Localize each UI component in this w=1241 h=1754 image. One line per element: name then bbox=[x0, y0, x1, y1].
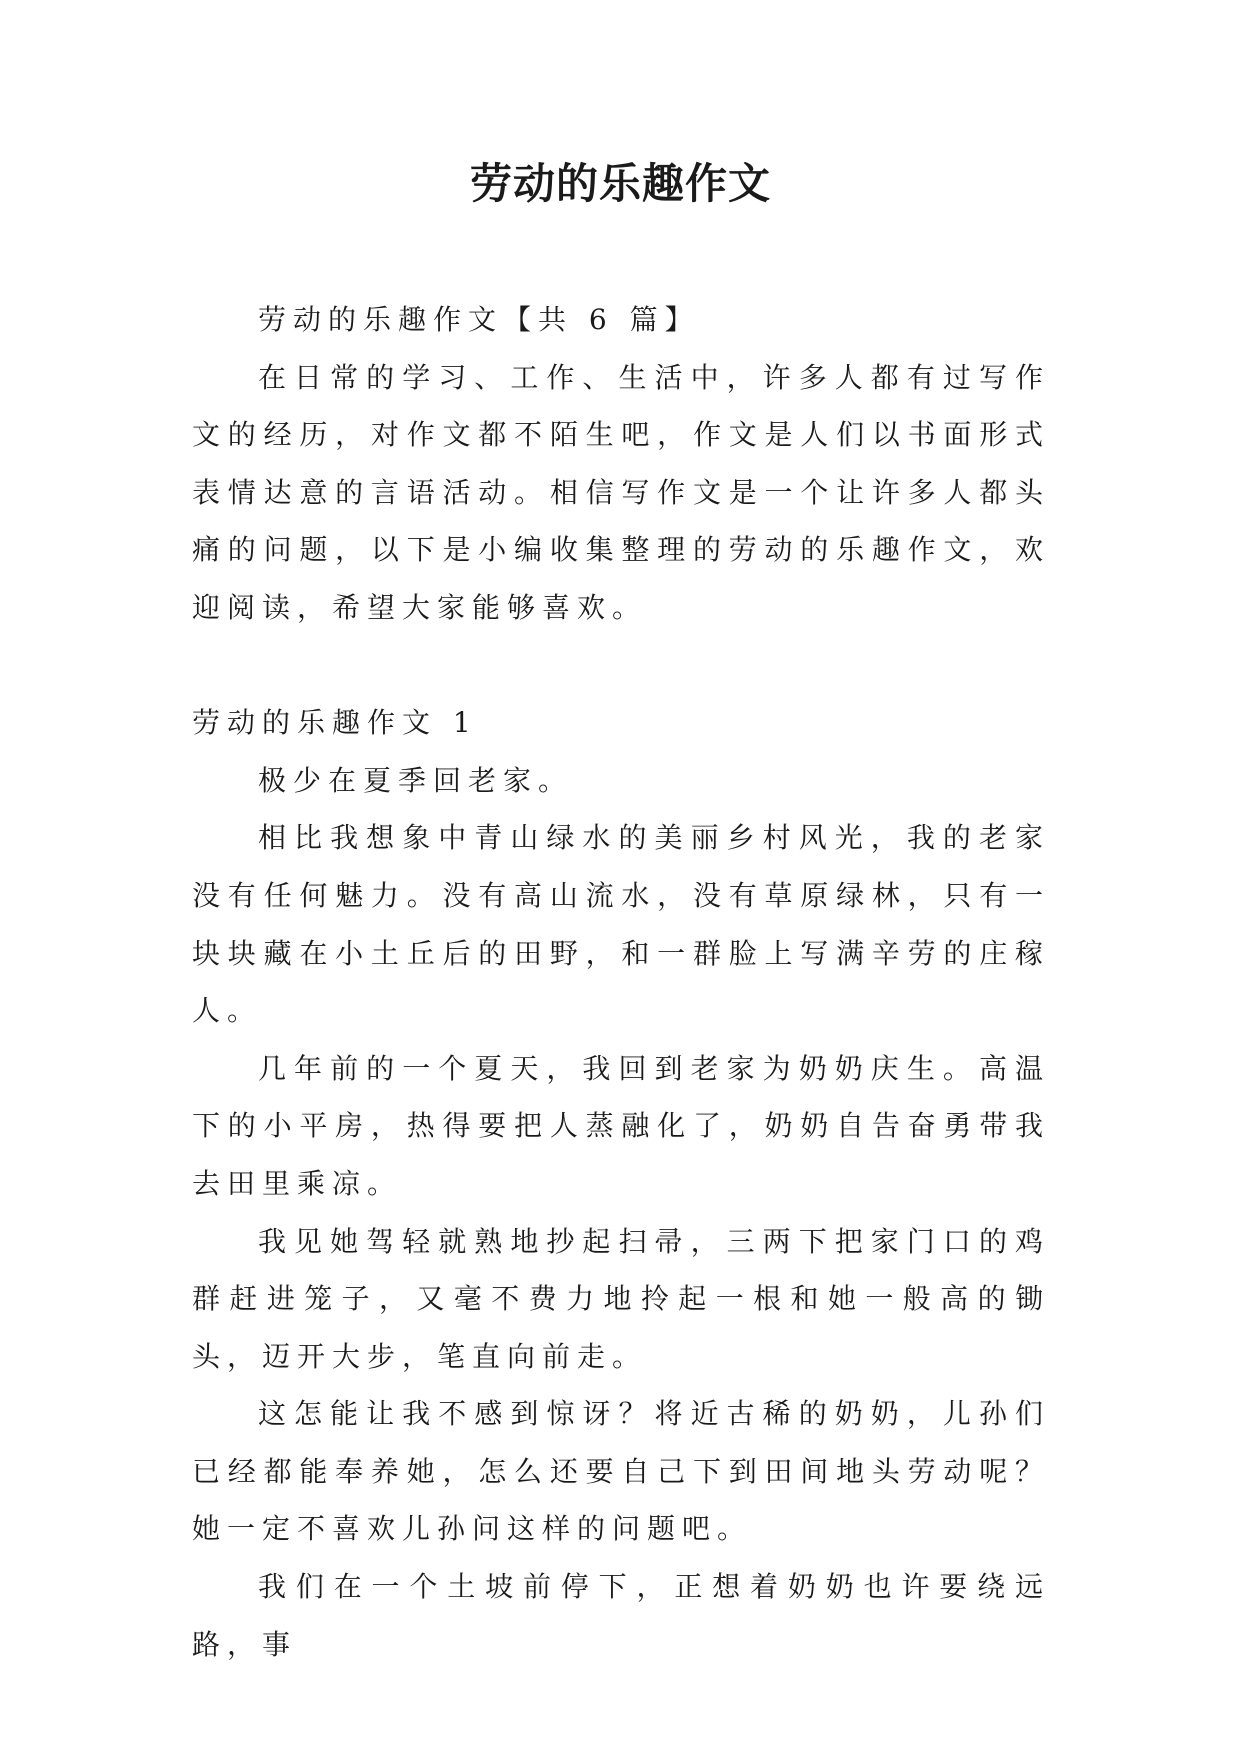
paragraph: 几年前的一个夏天，我回到老家为奶奶庆生。高温下的小平房，热得要把人蒸融化了，奶奶自告奋勇带我去田里乘凉。 bbox=[192, 1051, 1050, 1200]
document-subtitle: 劳动的乐趣作文【共 6 篇】 bbox=[258, 303, 700, 336]
paragraph: 我见她驾轻就熟地抄起扫帚，三两下把家门口的鸡群赶进笼子，又毫不费力地拎起一根和她一般高的锄头，迈开大步，笔直向前走。 bbox=[192, 1224, 1050, 1373]
paragraph: 这怎能让我不感到惊讶？将近古稀的奶奶，儿孙们已经都能奉养她，怎么还要自己下到田间地头劳动呢？她一定不喜欢儿孙问这样的问题吧。 bbox=[192, 1397, 1050, 1546]
section-heading: 劳动的乐趣作文 1 bbox=[192, 706, 478, 740]
paragraph: 相比我想象中青山绿水的美丽乡村风光，我的老家没有任何魅力。没有高山流水，没有草原绿林，只有一块块藏在小土丘后的田野，和一群脸上写满辛劳的庄稼人。 bbox=[192, 821, 1050, 1028]
paragraph: 我们在一个土坡前停下，正想着奶奶也许要绕远路，事 bbox=[192, 1570, 1050, 1661]
intro-paragraph: 在日常的学习、工作、生活中，许多人都有过写作文的经历，对作文都不陌生吧，作文是人们以书面形式表情达意的言语活动。相信写作文是一个让许多人都头痛的问题，以下是小编收集整理的劳动的乐趣作文，欢迎阅读，希望大家能够喜欢。 bbox=[192, 360, 1050, 624]
document-title: 劳动的乐趣作文 bbox=[469, 159, 771, 208]
document-body bbox=[192, 291, 1050, 1673]
paragraph: 极少在夏季回老家。 bbox=[258, 763, 574, 797]
